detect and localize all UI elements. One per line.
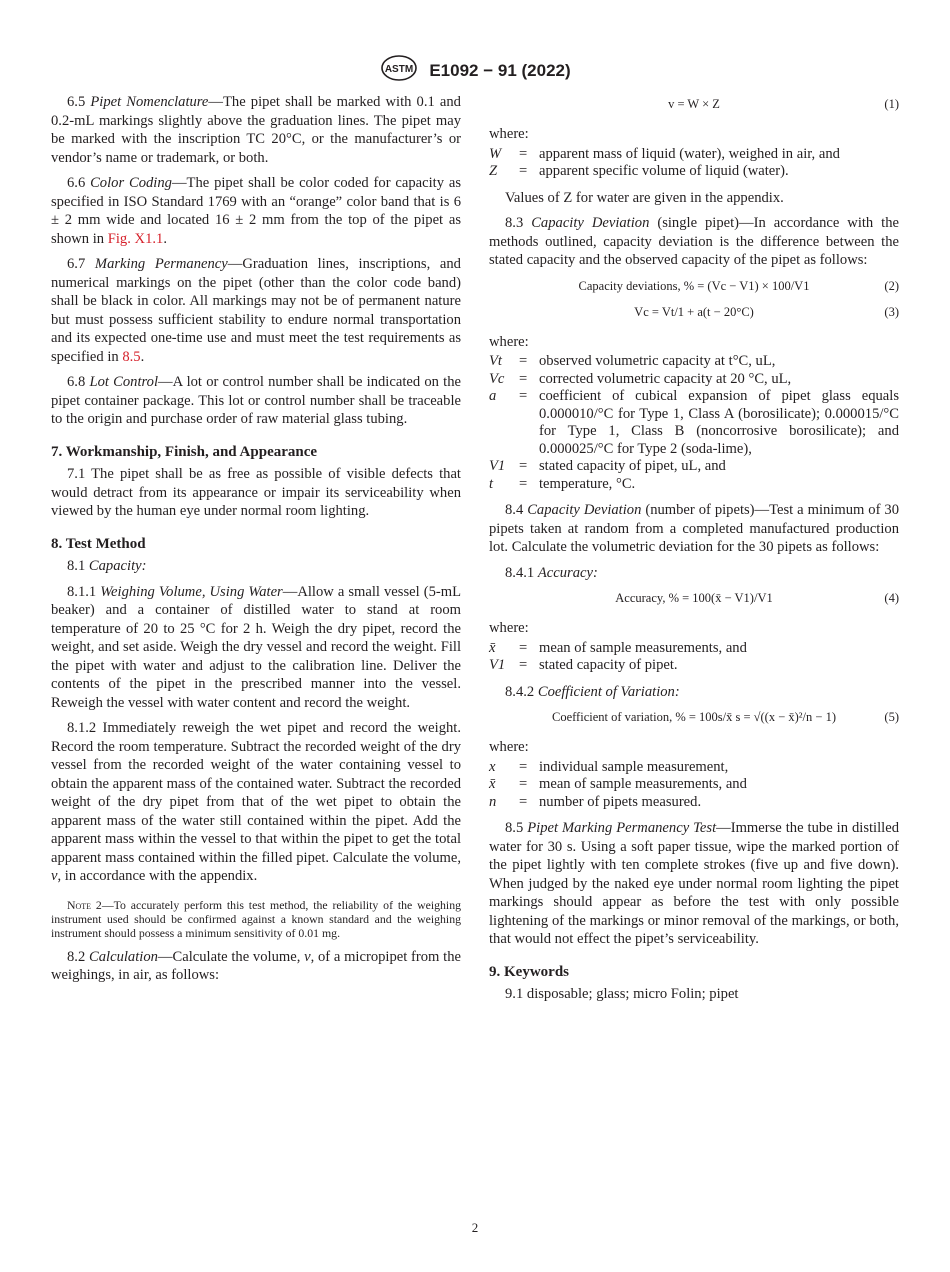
- definition-txt: coefficient of cubical expansion of pipet glass equals 0.000010/°C for Type 1, Class A (borosilicate); 0.000015/°C for Type 1, Class B (noncorrosive borosilicate); and 0.000025/°C for Type 2 (soda-lime),: [539, 388, 899, 457]
- right-column: [489, 93, 899, 1011]
- definition-txt: mean of sample measurements, and: [539, 639, 747, 656]
- definition-sym: x̄: [489, 776, 496, 792]
- page-header: [0, 54, 950, 87]
- section-8-5-link[interactable]: 8.5: [122, 348, 141, 365]
- definition-row: [489, 458, 899, 476]
- definition-sym: Vt: [489, 353, 502, 369]
- section-8-3: 8.3 Capacity Deviation (single pipet)—In accordance with the methods outlined, capacity deviation is the difference between the stated capacity and the observed capacity of the pipet as follows:: [489, 215, 899, 268]
- section-9-1: 9.1 disposable; glass; micro Folin; pipet: [505, 986, 739, 1002]
- definition-eq: =: [519, 793, 528, 810]
- definition-txt: apparent specific volume of liquid (water).: [539, 163, 789, 179]
- definition-txt: stated capacity of pipet.: [539, 657, 678, 673]
- section-6-8: 6.8 Lot Control—A lot or control number shall be indicated on the pipet container package. This lot or control number shall be traceable to the origin and purchase order of raw material glass tubing.: [51, 374, 461, 427]
- definition-txt: corrected volumetric capacity at 20 °C, uL,: [539, 370, 792, 387]
- section-8-1: 8.1 Capacity:: [67, 558, 147, 574]
- definition-txt: observed volumetric capacity at t°C, uL,: [539, 353, 776, 369]
- definition-eq: =: [519, 388, 528, 404]
- definition-txt: stated capacity of pipet, uL, and: [539, 458, 726, 474]
- definition-row: [489, 657, 899, 675]
- page-number: 2: [471, 1220, 479, 1235]
- definition-eq: =: [519, 163, 528, 179]
- definition-row: [489, 371, 899, 389]
- definition-row: [489, 794, 899, 812]
- definition-row: [489, 776, 899, 794]
- values-z-note: Values of Z for water are given in the appendix.: [505, 189, 784, 206]
- section-8-2: 8.2 Calculation—Calculate the volume, v, of a micropipet from the weighings, in air, as follows:: [51, 948, 461, 983]
- definition-row: [489, 353, 899, 371]
- astm-logo-icon: [379, 54, 419, 87]
- equation-2: Capacity deviations, % = (Vc − V1) × 100/V1 (2): [578, 278, 899, 293]
- definition-txt: temperature, °C.: [539, 475, 636, 492]
- definition-row: [489, 476, 899, 494]
- heading-section-9: 9. Keywords: [489, 963, 569, 980]
- section-6-6: 6.6 Color Coding—The pipet shall be color coded for capacity as specified in ISO Standard 1769 with an “orange” color band that is 6 ± 2 mm wide and located 16 ± 2 mm from the top of the pipet as shown in Fig. X1.1.: [51, 175, 461, 247]
- definitions-eq4: [489, 640, 899, 675]
- section-8-1-2: 8.1.2 Immediately reweigh the wet pipet and record the weight. Record the room temperature. Subtract the recorded weight of the dry vessel from the recorded weight of the water containing vessel to obtain the apparent mass of the contained water. Subtract the recorded weight of the dry pipet from that of the wet pipet to obtain the apparent mass of the water still contained within the pipet. Add the apparent mass within the vessel to that within the pipet to get the total apparent mass contained within the filled pipet. Calculate the volume, v, in accordance with the appendix.: [51, 720, 461, 884]
- heading-section-8: 8. Test Method: [51, 535, 146, 552]
- section-8-1-1: 8.1.1 Weighing Volume, Using Water—Allow a small vessel (5-mL beaker) and a container of distilled water to stand at room temperature of 20 to 25 °C for 2 h. Weigh the dry pipet, record the weight, and set aside. Weigh the dry vessel and record the weight. Fill the pipet with water and adjust to the calibration line. Deliver the contents of the pipet in the prescribed manner into the vessel. Reweigh the vessel with water content and record the weight.: [51, 583, 461, 711]
- definitions-eq5: [489, 759, 899, 812]
- section-8-4-1: 8.4.1 Accuracy:: [505, 564, 598, 581]
- document-designation: E1092 − 91 (2022): [429, 60, 571, 80]
- definition-eq: =: [519, 776, 528, 792]
- definition-eq: =: [519, 370, 528, 387]
- definition-row: [489, 163, 899, 181]
- svg-text:ASTM: ASTM: [385, 64, 414, 75]
- section-6-7: 6.7 Marking Permanency—Graduation lines, inscriptions, and numerical markings on the pipet (other than the color code band) shall be black in color. All markings may not be of permanent nature but must possess sufficient stability to endure normal transportation and its expected one-time use and must meet the test requirements as specified in 8.5.: [51, 256, 461, 365]
- equation-1: v = W × Z (1): [668, 97, 899, 111]
- section-8-4-2: 8.4.2 Coefficient of Variation:: [505, 683, 680, 700]
- definition-sym: V1: [489, 657, 506, 673]
- where-label: where:: [489, 333, 529, 350]
- heading-section-7: 7. Workmanship, Finish, and Appearance: [51, 443, 318, 460]
- definition-sym: n: [489, 793, 497, 810]
- definition-row: [489, 388, 899, 458]
- definition-sym: t: [489, 475, 494, 492]
- equation-5: Coefficient of variation, % = 100s/x̄ s = √((x − x̄)²/n − 1) (5): [551, 710, 899, 724]
- definition-eq: =: [519, 639, 528, 656]
- note-2: Note 2—To accurately perform this test method, the reliability of the weighing instrument used should be confirmed against a known standard and the weighing instrument should possess a minimum sensitivity of 0.01 mg.: [51, 897, 462, 940]
- definition-txt: number of pipets measured.: [539, 793, 702, 810]
- definition-eq: =: [519, 353, 528, 369]
- definition-eq: =: [519, 657, 528, 673]
- definition-txt: mean of sample measurements, and: [539, 776, 747, 792]
- definition-eq: =: [519, 145, 528, 162]
- definition-eq: =: [519, 475, 528, 492]
- definition-eq: =: [519, 458, 528, 474]
- definition-sym: Vc: [489, 370, 505, 387]
- definition-sym: x: [489, 758, 496, 775]
- definition-sym: a: [489, 388, 497, 404]
- section-7-1: 7.1 The pipet shall be as free as possible of visible defects that would detract from its appearance or impair its serviceability when viewed by the human eye under normal room lighting.: [51, 466, 461, 519]
- definition-txt: apparent mass of liquid (water), weighed in air, and: [539, 145, 840, 162]
- section-6-5: 6.5 Pipet Nomenclature—The pipet shall be marked with 0.1 and 0.2-mL markings slightly above the graduation lines. The pipet may be marked with the inscription TC 20°C, or the manufacturer’s or vendor’s name or trademark, or both.: [51, 94, 461, 166]
- definition-sym: x̄: [489, 639, 496, 656]
- section-8-4: 8.4 Capacity Deviation (number of pipets)—Test a minimum of 30 pipets taken at random from a completed manufactured production lot. Calculate the volumetric deviation for the 30 pipets as follows:: [489, 502, 899, 555]
- definition-sym: V1: [489, 458, 506, 474]
- where-label: where:: [489, 620, 529, 636]
- section-8-5: 8.5 Pipet Marking Permanency Test—Immerse the tube in distilled water for 30 s. Using a soft paper tissue, wipe the marked portion of the pipet lightly with ten complete strokes (five up and five down). When judged by the naked eye under normal room lighting the pipet markings should appear as before the test with only possible lightening of the markings or minor removal of the markings, or both, that would not effect the pipet’s serviceability.: [489, 820, 899, 947]
- definition-txt: individual sample measurement,: [539, 758, 729, 775]
- definition-row: [489, 640, 899, 658]
- equation-4: Accuracy, % = 100(x̄ − V1)/V1 (4): [615, 591, 899, 605]
- where-label: where:: [489, 126, 529, 142]
- definition-sym: Z: [489, 163, 498, 179]
- definition-eq: =: [519, 758, 528, 775]
- equation-3: Vc = Vt/1 + a(t − 20°C) (3): [634, 304, 899, 319]
- definition-sym: W: [489, 145, 502, 162]
- fig-x1-1-link[interactable]: Fig. X1.1: [107, 230, 164, 247]
- definitions-eq3: [489, 353, 899, 493]
- definitions-eq1: [489, 146, 899, 181]
- where-label: where:: [489, 739, 529, 755]
- definition-row: [489, 146, 899, 164]
- definition-row: [489, 759, 899, 777]
- left-column: [51, 93, 461, 992]
